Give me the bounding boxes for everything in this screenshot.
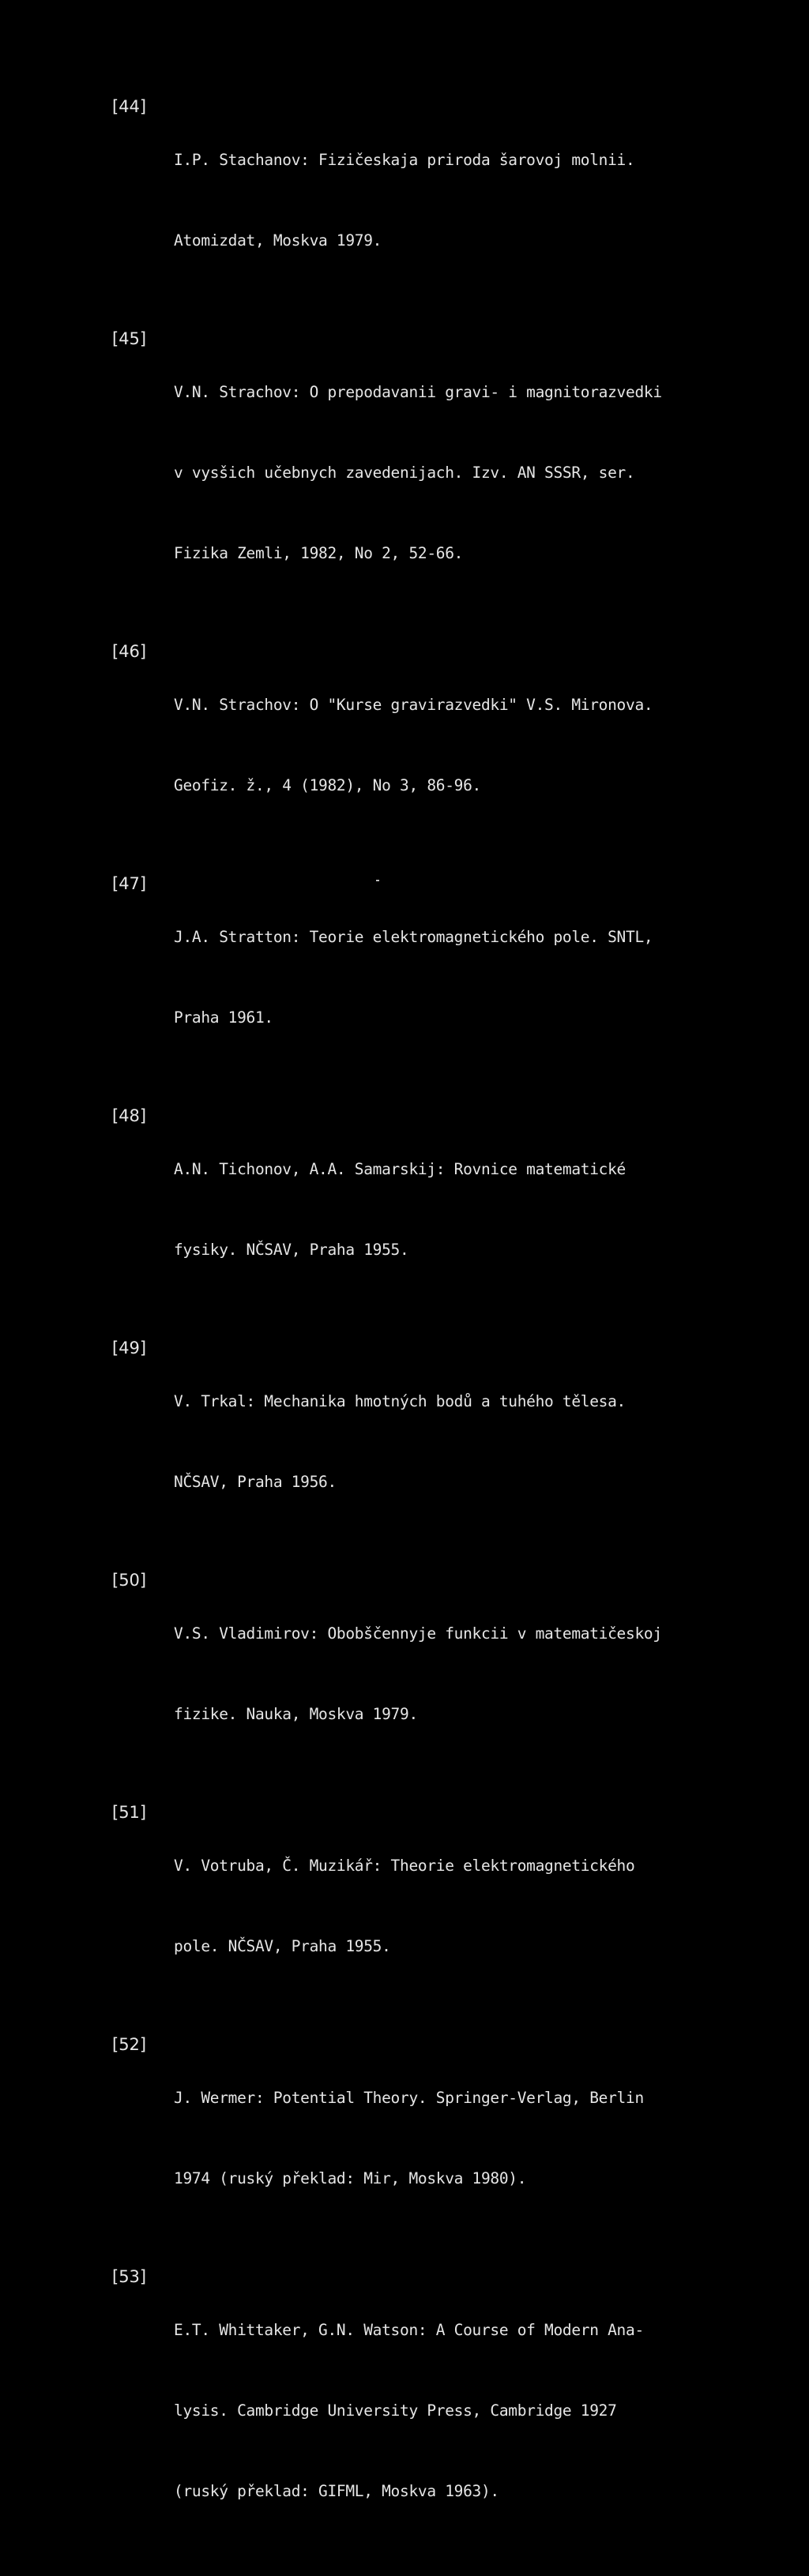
reference-number: [44]	[112, 97, 147, 116]
reference-text	[174, 638, 744, 853]
reference-line: J.A. Stratton: Teorie elektromagnetického pole. SNTL,	[174, 928, 653, 946]
reference-line: Atomizdat, Moskva 1979.	[174, 231, 382, 250]
reference-item	[112, 870, 744, 1085]
reference-text	[174, 1799, 744, 2014]
reference-item	[112, 1102, 744, 1317]
reference-line: V. Trkal: Mechanika hmotných bodů a tuhého tělesa.	[174, 1392, 627, 1410]
scan-speck	[376, 880, 379, 881]
reference-number: [51]	[112, 1803, 147, 1822]
reference-text	[174, 1567, 744, 1782]
reference-text	[174, 2263, 744, 2559]
reference-line: I.P. Stachanov: Fizičeskaja priroda šarovoj molnii.	[174, 151, 635, 169]
reference-number: [53]	[112, 2267, 147, 2286]
reference-item	[112, 1335, 744, 1549]
reference-number: [47]	[112, 874, 147, 893]
reference-number: [46]	[112, 642, 147, 661]
reference-item	[112, 1567, 744, 1782]
reference-item	[112, 93, 744, 308]
reference-item	[112, 325, 744, 621]
reference-line: A.N. Tichonov, A.A. Samarskij: Rovnice matematické	[174, 1160, 627, 1178]
reference-number: [45]	[112, 329, 147, 348]
reference-line: fizike. Nauka, Moskva 1979.	[174, 1705, 418, 1723]
reference-line: V.N. Strachov: O "Kurse gravirazvedki" V.S. Mironova.	[174, 696, 653, 714]
reference-text	[174, 325, 744, 621]
reference-line: V. Votruba, Č. Muzikář: Theorie elektromagnetického	[174, 1857, 635, 1875]
reference-line: E.T. Whittaker, G.N. Watson: A Course of Modern Ana-	[174, 2321, 644, 2339]
reference-line: V.S. Vladimirov: Obobščennyje funkcii v matematičeskoj	[174, 1624, 662, 1643]
reference-number: [50]	[112, 1571, 147, 1590]
reference-number: [52]	[112, 2035, 147, 2054]
reference-line: NČSAV, Praha 1956.	[174, 1473, 337, 1491]
reference-text	[174, 870, 744, 1085]
reference-line: 1974 (ruský překlad: Mir, Moskva 1980).	[174, 2169, 527, 2187]
reference-line: Praha 1961.	[174, 1008, 273, 1027]
reference-text	[174, 1102, 744, 1317]
reference-item	[112, 1799, 744, 2014]
reference-item	[112, 638, 744, 853]
reference-item	[112, 2031, 744, 2246]
reference-line: V.N. Strachov: O prepodavanii gravi- i magnitorazvedki	[174, 383, 662, 401]
reference-line: Geofiz. ž., 4 (1982), No 3, 86-96.	[174, 776, 481, 794]
reference-line: lysis. Cambridge University Press, Cambridge 1927	[174, 2401, 617, 2420]
reference-line: pole. NČSAV, Praha 1955.	[174, 1937, 391, 1955]
reference-number: [49]	[112, 1339, 147, 1357]
reference-line: v vysšich učebnych zavedenijach. Izv. AN SSSR, ser.	[174, 464, 635, 482]
reference-line: fysiky. NČSAV, Praha 1955.	[174, 1241, 409, 1259]
reference-list	[112, 93, 744, 2576]
reference-line: J. Wermer: Potential Theory. Springer-Verlag, Berlin	[174, 2089, 644, 2107]
reference-text	[174, 1335, 744, 1549]
reference-item	[112, 2263, 744, 2559]
reference-text	[174, 93, 744, 308]
reference-line: (ruský překlad: GIFML, Moskva 1963).	[174, 2482, 499, 2500]
reference-number: [48]	[112, 1106, 147, 1125]
reference-line: Fizika Zemli, 1982, No 2, 52-66.	[174, 544, 464, 562]
reference-text	[174, 2031, 744, 2246]
